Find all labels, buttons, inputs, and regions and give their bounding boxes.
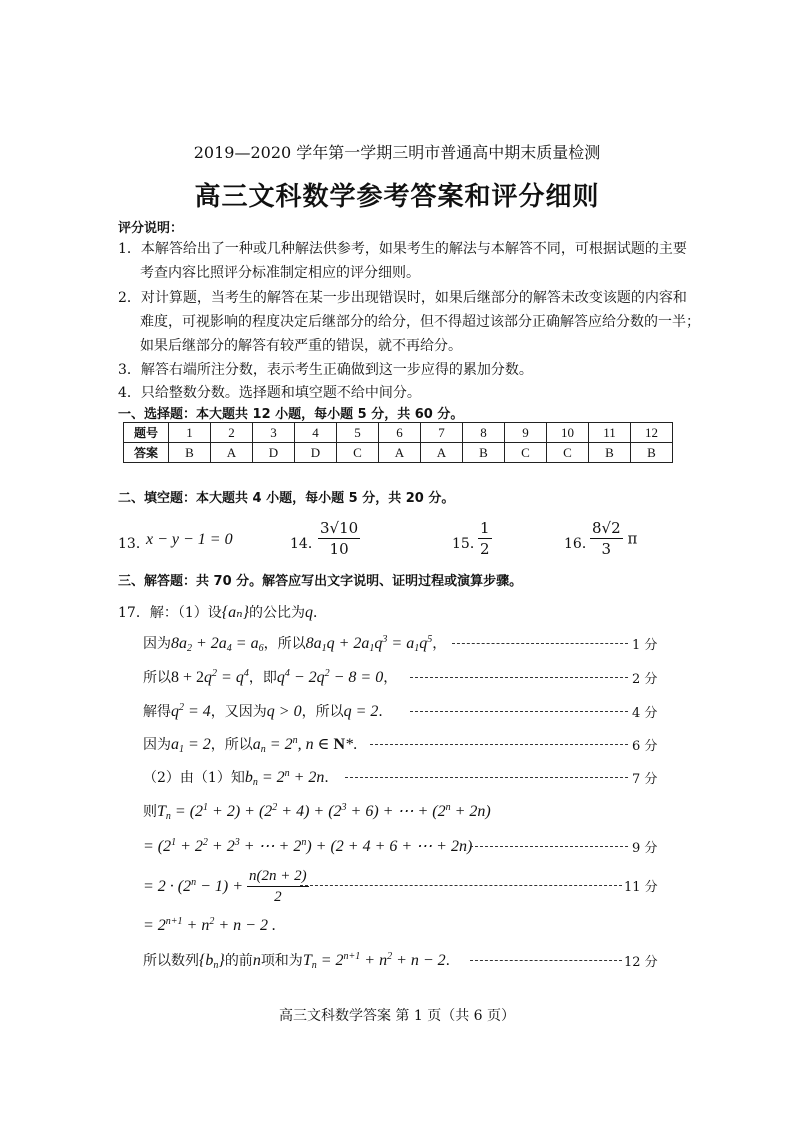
score-mark: 6 分 (632, 739, 658, 754)
answer-cell: B (589, 443, 631, 463)
notes-heading: 评分说明： (118, 221, 184, 236)
q16-suffix: π (627, 529, 638, 548)
answer-cell: B (463, 443, 505, 463)
section3-heading: 三、解答题：共 70 分。解答应写出文字说明、证明过程或演算步骤。 (118, 574, 523, 589)
section2-heading: 二、填空题：本大题共 4 小题，每小题 5 分，共 20 分。 (118, 491, 455, 506)
formula: $8a_1q + 2a_1q^3 = a_1q^5$ (305, 634, 433, 654)
line-text: ． (445, 953, 460, 969)
q17-intro (118, 602, 327, 622)
solution-line-5 (143, 767, 338, 788)
q14-fraction (318, 518, 360, 559)
question-number-row (124, 423, 673, 443)
line-text: 则 (143, 804, 157, 820)
answer-cell: D (253, 443, 295, 463)
q15-denominator: 2 (480, 540, 490, 558)
answer-cell: B (169, 443, 211, 463)
answer-cell: A (211, 443, 253, 463)
formula: $q^2 = 4$ (171, 702, 211, 720)
note-item: 3．解答右端所注分数，表示考生正确做到这一步应得的累加分数。 (118, 362, 533, 378)
dotted-leader (410, 711, 628, 712)
exam-title: 2019—2020 学年第一学期三明市普通高中期末质量检测 (193, 143, 601, 162)
document-title: 高三文科数学参考答案和评分细则 (194, 182, 600, 212)
answer-cell: C (337, 443, 379, 463)
answer-cell: C (505, 443, 547, 463)
line-text: 因为 (143, 737, 171, 753)
solution-line-6 (143, 801, 491, 822)
answer-cell: A (421, 443, 463, 463)
page-footer: 高三文科数学答案 第 1 页（共 6 页） (278, 1008, 516, 1024)
solution-line-3 (143, 701, 392, 721)
question-number: 2 (211, 423, 253, 443)
q16-label: 16． (564, 536, 596, 552)
solution-line-1 (143, 633, 446, 654)
q17-intro-text: 17．解：（1）设 (118, 605, 222, 621)
solution-line-2 (143, 667, 397, 687)
score-mark: 4 分 (632, 706, 658, 721)
score-mark: 11 分 (624, 880, 658, 895)
solution-line-9: = $2^{n+1} + n^2 + n - 2$ . (143, 916, 276, 934)
q16-numerator: 8√2 (592, 519, 621, 537)
formula: $a_1 = 2$ (171, 736, 211, 755)
question-number: 5 (337, 423, 379, 443)
formula: $T_n = (2^1 + 2) + (2^2 + 4) + (2^3 + 6)$ + ⋯ + $(2^n + 2n)$ (157, 802, 491, 822)
dotted-leader (300, 885, 622, 886)
question-number: 1 (169, 423, 211, 443)
dotted-leader (452, 643, 628, 644)
row-label-answer: 答案 (124, 443, 169, 463)
formula: $a_n = 2^n$, n ∈ N* (252, 735, 353, 755)
question-number: 10 (547, 423, 589, 443)
question-number: 3 (253, 423, 295, 443)
q17-intro-mid: 的公比为 (249, 605, 306, 621)
q17-intro-seq: {aₙ} (221, 604, 250, 621)
answer-cell: B (631, 443, 673, 463)
line-text: ，所以 (210, 737, 253, 753)
question-number: 9 (505, 423, 547, 443)
line-text: 所以数列 (143, 953, 199, 969)
q14-denominator: 10 (329, 540, 349, 558)
q13-answer: x − y − 1 = 0 (146, 531, 233, 548)
score-mark: 1 分 (632, 638, 658, 653)
line-text: ，所以 (301, 704, 344, 720)
q17-intro-end: ． (313, 605, 328, 621)
formula: $T_n = 2^{n+1} + n^2 + n - 2$ (302, 951, 446, 971)
q17-intro-q: q (305, 604, 314, 621)
solution-line-7: = ($2^1 + 2^2 + 2^3$ + ⋯ + $2^n) + (2 + 4 + 6$ + ⋯ + 2n) (143, 837, 473, 855)
question-number: 6 (379, 423, 421, 443)
solution-line-4 (143, 734, 367, 755)
line-text: ，所以 (263, 636, 306, 652)
question-number: 11 (589, 423, 631, 443)
q16-denominator: 3 (601, 540, 612, 558)
q14-label: 14． (290, 536, 322, 552)
dotted-leader (410, 677, 628, 678)
question-number: 12 (631, 423, 673, 443)
answer-cell: D (295, 443, 337, 463)
dotted-leader (345, 777, 628, 778)
answer-cell: C (547, 443, 589, 463)
row-label-question: 题号 (124, 423, 169, 443)
line-text: ． (353, 737, 367, 753)
score-mark: 9 分 (632, 841, 658, 856)
line-text: ． (324, 770, 339, 786)
q15-fraction (478, 518, 492, 559)
solution-line-10 (143, 950, 460, 971)
question-number: 4 (295, 423, 337, 443)
formula: $b_n = 2^n + 2n$ (244, 768, 325, 788)
q16-fraction (590, 518, 637, 559)
dotted-leader (470, 846, 628, 847)
note-item: 难度，可视影响的程度决定后继部分的给分，但不得超过该部分正确解答应给分数的一半； (140, 314, 700, 330)
formula: q = 2 (343, 703, 379, 720)
section1-heading: 一、选择题：本大题共 12 小题，每小题 5 分，共 60 分。 (118, 407, 464, 422)
dotted-leader (470, 960, 622, 961)
line-text: 因为 (143, 636, 171, 652)
line-text: ． (378, 704, 393, 720)
q15-numerator: 1 (480, 519, 490, 537)
line-text: ， (383, 670, 398, 686)
question-number: 7 (421, 423, 463, 443)
formula: q > 0 (266, 703, 302, 720)
note-item: 如果后继部分的解答有较严重的错误，就不再给分。 (140, 338, 462, 354)
line-text: （2）由（1）知 (143, 770, 245, 786)
score-mark: 12 分 (624, 955, 658, 970)
answer-row (124, 443, 673, 463)
q14-numerator: 3√10 (320, 519, 359, 537)
line-text: 所以 (143, 670, 171, 686)
formula: n (252, 952, 261, 969)
answer-table (123, 422, 673, 463)
line-text: ，即 (248, 670, 277, 686)
note-item: 1．本解答给出了一种或几种解法供参考，如果考生的解法与本解答不同，可根据试题的主要 (118, 241, 687, 257)
line-text: ，又因为 (210, 704, 267, 720)
line-text: 解得 (143, 704, 171, 720)
formula: $8a_2 + 2a_4 = a_6$ (171, 635, 264, 654)
score-mark: 2 分 (632, 672, 658, 687)
line-text: ， (432, 636, 447, 652)
question-number: 8 (463, 423, 505, 443)
note-item: 4．只给整数分数。选择题和填空题不给中间分。 (118, 385, 421, 401)
score-mark: 7 分 (632, 772, 658, 787)
note-item: 2．对计算题，当考生的解答在某一步出现错误时，如果后继部分的解答未改变该题的内容和 (118, 290, 687, 306)
formula: $q^4 - 2q^2 - 8 = 0$ (276, 668, 384, 686)
note-item: 考查内容比照评分标准制定相应的评分细则。 (140, 265, 420, 281)
q15-label: 15． (452, 536, 484, 552)
q13-label: 13． (118, 536, 150, 552)
answer-cell: A (379, 443, 421, 463)
solution-line-8: = $2 \cdot (2^n - 1)$ + $\frac{n(2n + 2)}{2}$ (143, 868, 307, 905)
line-text: 的前 (224, 953, 253, 969)
formula: $\{b_n\}$ (199, 952, 225, 971)
formula: $8 + 2q^2 = q^4$ (171, 668, 249, 686)
line-text: 项和为 (260, 953, 303, 969)
dotted-leader (370, 744, 628, 745)
